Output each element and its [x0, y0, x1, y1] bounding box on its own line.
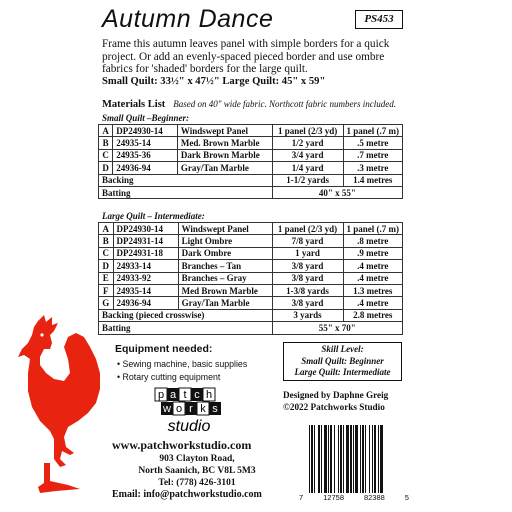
barcode-bar — [372, 425, 373, 493]
table-row — [99, 125, 403, 137]
table-row — [99, 247, 403, 259]
small-quilt-label: Small Quilt –Beginner: — [102, 113, 190, 123]
backing-row — [99, 309, 403, 321]
svg-text:t: t — [183, 389, 187, 401]
fabric-number: 24936-94 — [113, 162, 178, 174]
barcode-bar — [340, 425, 342, 493]
large-quilt-table — [98, 222, 403, 335]
barcode-bar — [334, 425, 335, 493]
fabric-metres: .4 metre — [343, 260, 403, 272]
materials-title: Materials List — [102, 99, 166, 110]
fabric-metres: .5 metre — [343, 137, 403, 149]
intro-text: Frame this autumn leaves panel with simple borders for a quick project. Or add an evenly-spaced pieced border and use ombre fabrics for 'shaded' borders for the large quilt. — [102, 38, 390, 75]
fabric-metres: 1 panel (.7 m) — [343, 223, 403, 235]
fabric-letter: D — [99, 260, 114, 272]
barcode-digit: 5 — [404, 493, 409, 502]
fabric-metres: .8 metre — [343, 235, 403, 247]
pattern-code-badge: PS453 — [355, 10, 403, 29]
barcode-bar — [350, 425, 352, 493]
fabric-yards: 1 yard — [272, 247, 343, 259]
fabric-metres: 1.3 metres — [343, 284, 403, 296]
fabric-name: Branches – Gray — [178, 272, 272, 284]
fabric-name: Med. Brown Marble — [177, 137, 272, 149]
rooster-icon — [10, 313, 110, 505]
website-link[interactable]: www.patchworkstudio.com — [112, 438, 252, 452]
fabric-number: DP24930-14 — [113, 223, 178, 235]
quilt-sizes: Small Quilt: 33½" x 47½" Large Quilt: 45" x 59" — [102, 76, 326, 87]
fabric-letter: C — [99, 247, 114, 259]
barcode-digit: 7 — [299, 493, 304, 502]
fabric-yards: 1-3/8 yards — [272, 284, 343, 296]
fabric-name: Med Brown Marble — [178, 284, 272, 296]
svg-text:studio: studio — [167, 418, 211, 435]
table-row — [99, 272, 403, 284]
fabric-yards: 1 panel (2/3 yd) — [272, 125, 343, 137]
backing-metres: 2.8 metres — [343, 309, 403, 321]
fabric-letter: D — [99, 162, 113, 174]
fabric-name: Branches – Tan — [178, 260, 272, 272]
fabric-yards: 1 panel (2/3 yd) — [272, 223, 343, 235]
barcode-bar — [365, 425, 366, 493]
barcode-bar — [314, 425, 315, 493]
table-row — [99, 284, 403, 296]
batting-label: Batting — [99, 322, 273, 334]
copyright: ©2022 Patchworks Studio — [283, 401, 385, 412]
fabric-name: Light Ombre — [178, 235, 272, 247]
barcode-bar — [374, 425, 376, 493]
batting-size: 40" x 55" — [272, 186, 402, 198]
barcode-bar — [328, 425, 329, 493]
svg-text:c: c — [194, 389, 200, 401]
fabric-letter: G — [99, 297, 114, 309]
batting-label: Batting — [99, 186, 273, 198]
barcode-bar — [321, 425, 322, 493]
equipment-item: • Rotary cutting equipment — [117, 371, 247, 384]
fabric-number: 24936-94 — [113, 297, 178, 309]
equipment-list — [117, 358, 247, 384]
fabric-metres: .7 metre — [343, 149, 403, 161]
barcode-bar — [380, 425, 383, 493]
barcode-bar — [378, 425, 379, 493]
barcode-bar — [343, 425, 344, 493]
fabric-metres: .9 metre — [343, 247, 403, 259]
fabric-name: Windswept Panel — [177, 125, 272, 137]
svg-text:o: o — [175, 403, 183, 415]
fabric-letter: B — [99, 235, 114, 247]
svg-text:w: w — [163, 403, 171, 415]
fabric-yards: 1/2 yard — [272, 137, 343, 149]
table-row — [99, 235, 403, 247]
barcode-digit: 12758 — [323, 493, 344, 502]
fabric-metres: .3 metre — [343, 162, 403, 174]
barcode-bar — [338, 425, 339, 493]
fabric-yards: 3/8 yard — [272, 297, 343, 309]
fabric-metres: .4 metre — [343, 297, 403, 309]
designer-name: Designed by Daphne Greig — [283, 390, 389, 400]
table-row — [99, 297, 403, 309]
backing-yards: 1-1/2 yards — [272, 174, 343, 186]
skill-level-box — [283, 342, 402, 381]
svg-text:h: h — [205, 389, 213, 401]
equipment-heading: Equipment needed: — [115, 343, 213, 355]
backing-label: Backing (pieced crosswise) — [99, 309, 273, 321]
skill-heading: Skill Level: — [321, 344, 364, 354]
fabric-letter: A — [99, 125, 113, 137]
materials-heading — [102, 99, 396, 110]
fabric-yards: 3/8 yard — [272, 260, 343, 272]
fabric-number: 24935-14 — [113, 137, 178, 149]
barcode-bar — [318, 425, 320, 493]
fabric-number: DP24930-14 — [113, 125, 178, 137]
barcode-bar — [330, 425, 332, 493]
fabric-yards: 1/4 yard — [272, 162, 343, 174]
email-link[interactable]: Email: info@patchworkstudio.com — [112, 489, 262, 500]
barcode-bar — [311, 425, 313, 493]
barcode-digits — [299, 493, 409, 502]
backing-yards: 3 yards — [272, 309, 343, 321]
fabric-metres: 1 panel (.7 m) — [343, 125, 403, 137]
pattern-title: Autumn Dance — [102, 5, 274, 33]
barcode-bar — [353, 425, 354, 493]
fabric-number: 24935-36 — [113, 149, 178, 161]
fabric-letter: C — [99, 149, 113, 161]
fabric-number: 24933-14 — [113, 260, 178, 272]
fabric-metres: .4 metre — [343, 272, 403, 284]
backing-metres: 1.4 metres — [343, 174, 403, 186]
fabric-yards: 3/4 yard — [272, 149, 343, 161]
equipment-item: • Sewing machine, basic supplies — [117, 358, 247, 371]
table-row — [99, 137, 403, 149]
fabric-name: Windswept Panel — [178, 223, 272, 235]
address — [112, 453, 282, 489]
barcode-digit: 82388 — [363, 493, 385, 502]
barcode-bar — [346, 425, 349, 493]
street: 903 Clayton Road, — [159, 454, 235, 464]
svg-text:k: k — [200, 403, 206, 415]
fabric-number: DP24931-18 — [113, 247, 178, 259]
barcode-bar — [360, 425, 361, 493]
large-quilt-label: Large Quilt – Intermediate: — [102, 211, 205, 221]
skill-large: Large Quilt: Intermediate — [294, 367, 391, 377]
fabric-letter: A — [99, 223, 114, 235]
materials-note: Based on 40" wide fabric. Northcott fabric numbers included. — [173, 99, 397, 109]
patchworks-logo — [151, 386, 233, 436]
barcode-bar — [309, 425, 310, 493]
table-row — [99, 162, 403, 174]
svg-text:a: a — [169, 389, 177, 401]
fabric-number: DP24931-14 — [113, 235, 178, 247]
barcode-bar — [355, 425, 358, 493]
fabric-name: Dark Brown Marble — [177, 149, 272, 161]
table-row — [99, 149, 403, 161]
fabric-name: Dark Ombre — [178, 247, 272, 259]
backing-row — [99, 174, 403, 186]
barcode-bar — [362, 425, 364, 493]
fabric-yards: 7/8 yard — [272, 235, 343, 247]
phone: Tel: (778) 426-3101 — [158, 478, 236, 488]
table-row — [99, 223, 403, 235]
svg-text:r: r — [189, 403, 193, 415]
batting-row — [99, 186, 403, 198]
fabric-letter: B — [99, 137, 113, 149]
fabric-yards: 3/8 yard — [272, 272, 343, 284]
batting-size: 55" x 70" — [272, 322, 403, 334]
fabric-number: 24935-14 — [113, 284, 178, 296]
barcode — [309, 425, 407, 493]
barcode-bar — [324, 425, 327, 493]
fabric-name: Gray/Tan Marble — [178, 297, 272, 309]
fabric-number: 24933-92 — [113, 272, 178, 284]
table-row — [99, 260, 403, 272]
designer-credit — [283, 390, 388, 413]
backing-label: Backing — [99, 174, 273, 186]
barcode-bar — [369, 425, 370, 493]
svg-text:p: p — [157, 389, 165, 401]
batting-row — [99, 322, 403, 334]
fabric-name: Gray/Tan Marble — [177, 162, 272, 174]
svg-text:s: s — [212, 403, 218, 415]
skill-small: Small Quilt: Beginner — [301, 355, 384, 366]
fabric-letter: F — [99, 284, 114, 296]
fabric-letter: E — [99, 272, 114, 284]
small-quilt-table — [98, 124, 403, 199]
city: North Saanich, BC V8L 5M3 — [138, 466, 256, 476]
